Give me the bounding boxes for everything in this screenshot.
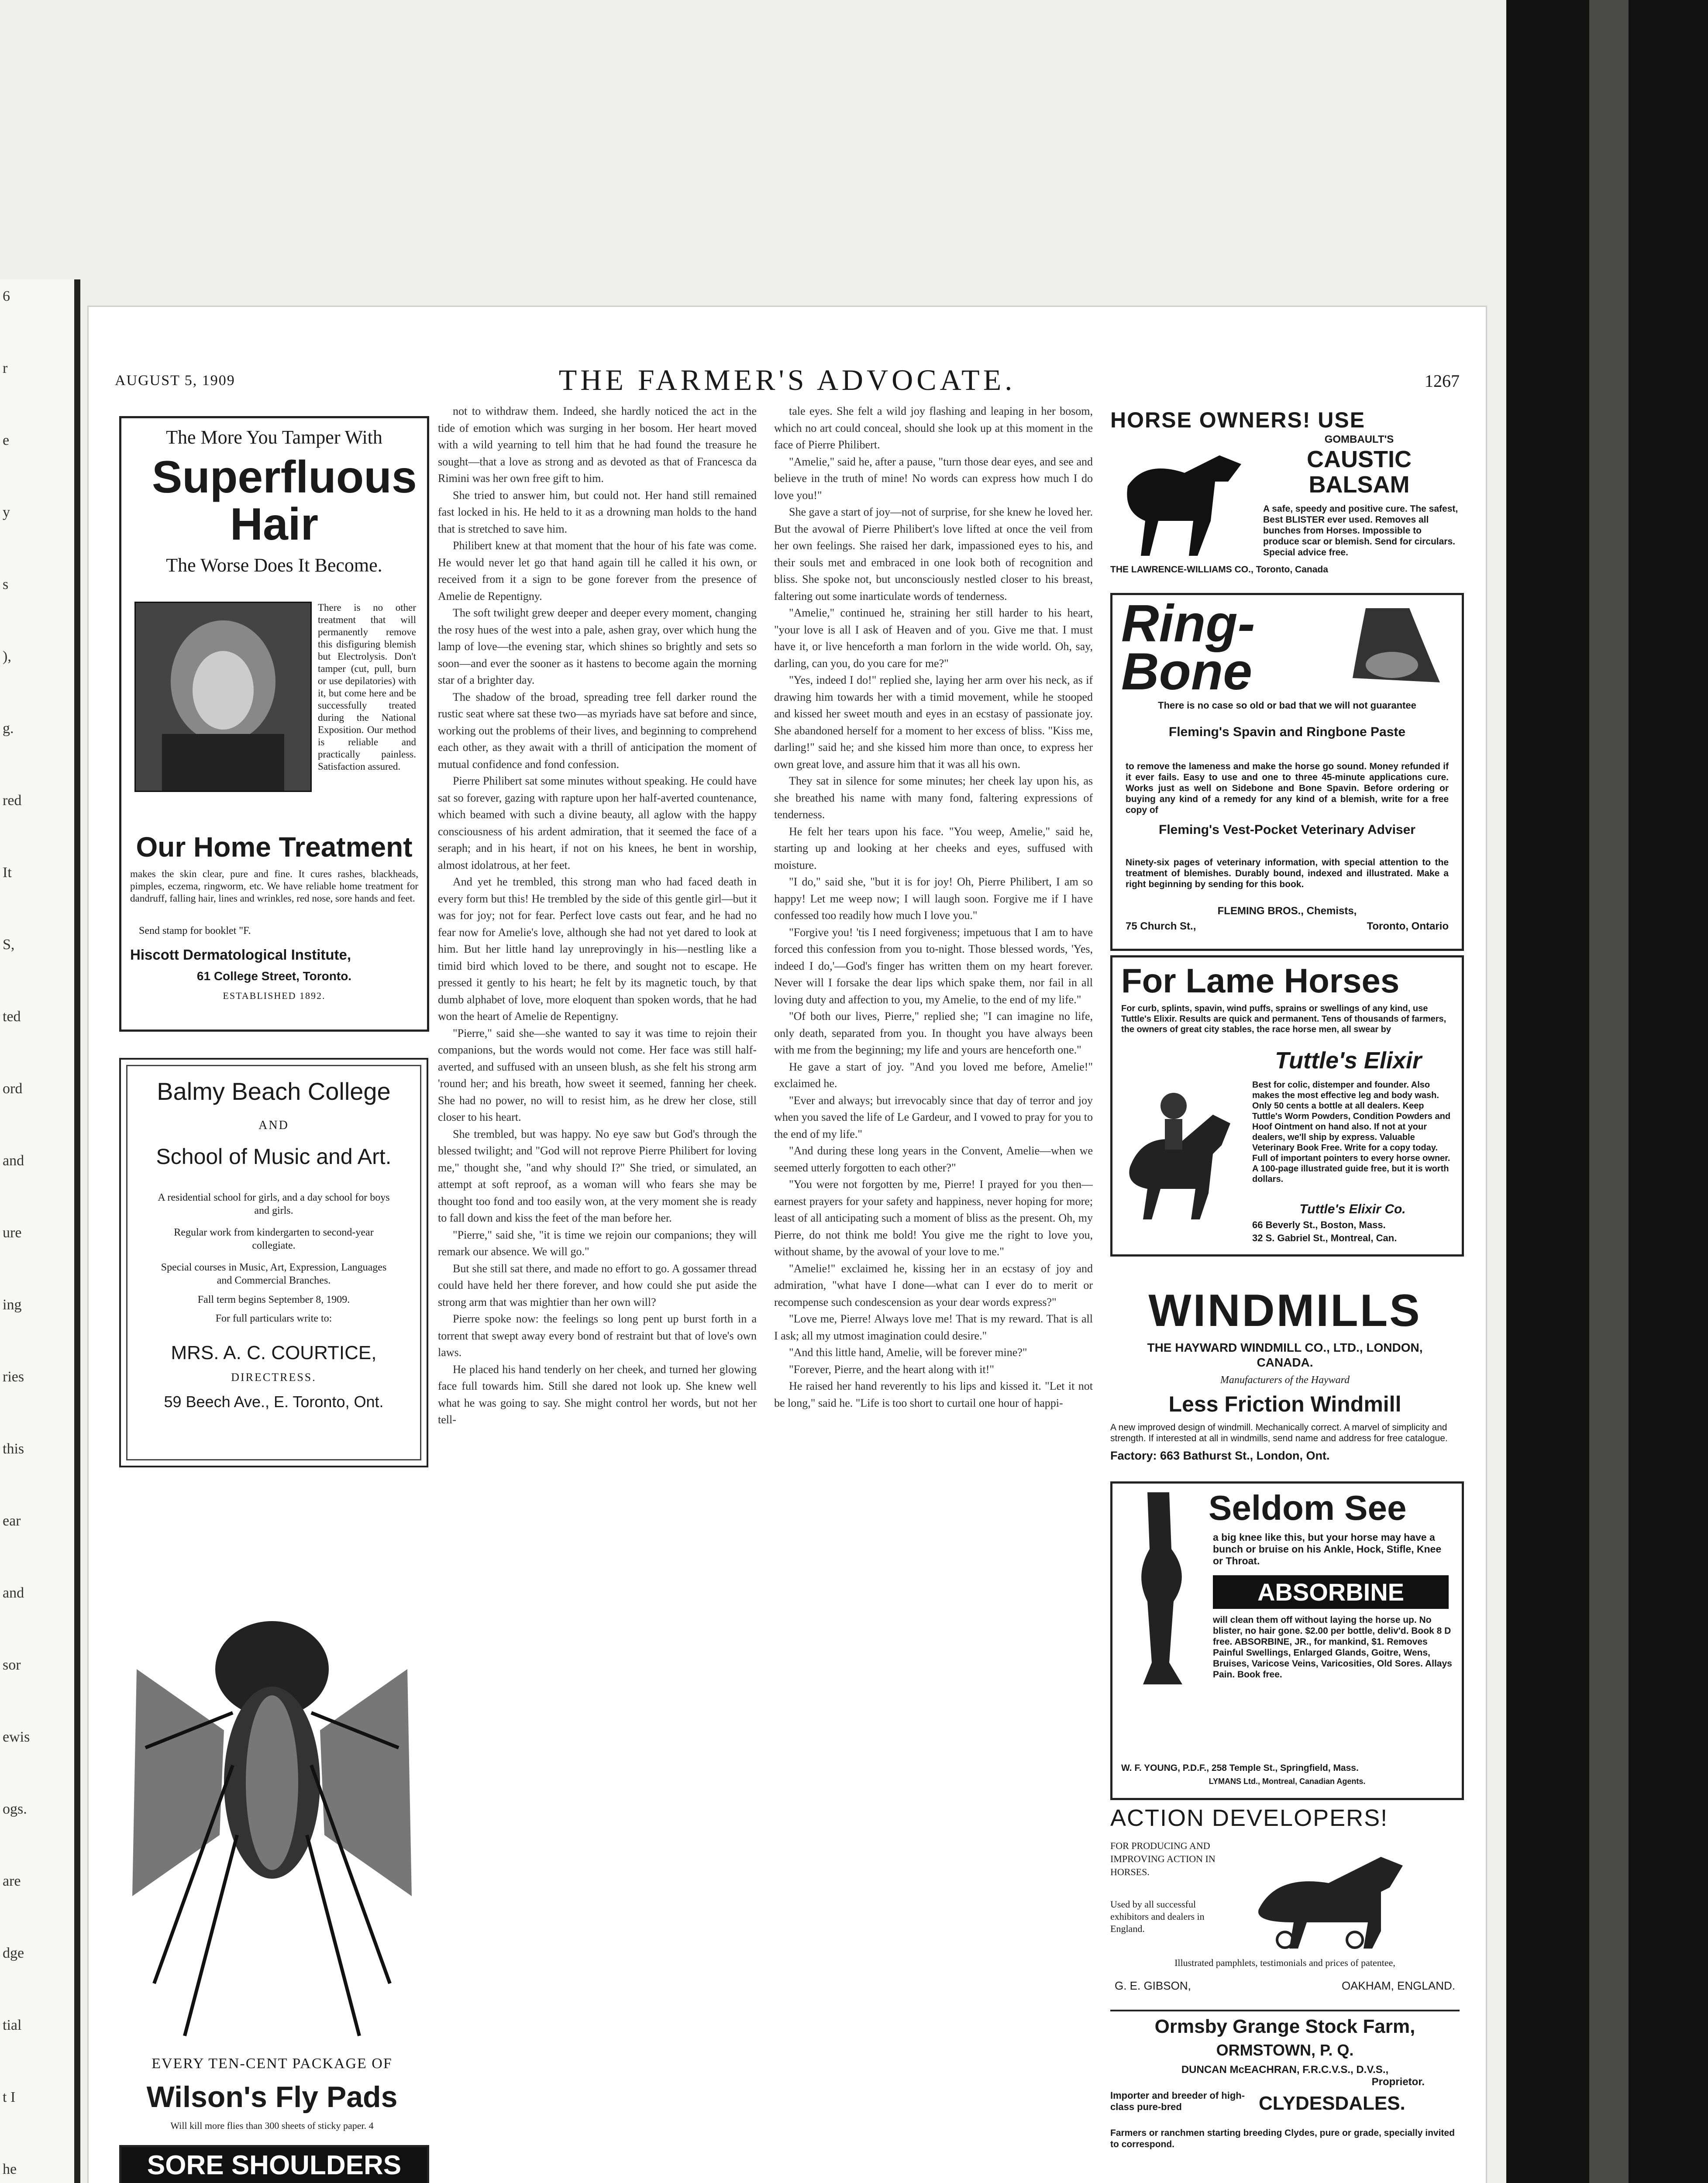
ad-hair-address: 61 College Street, Toronto. — [196, 969, 352, 983]
absorbine-body2: will clean them off without laying the horse up. No blister, no hair gone. $2.00 per bottle, deliv'd. Book 8 D free. ABSORBINE, JR., for mankind, $1. Removes Painful Swellings, Enlarged Glands, Goitre, Wens, Bruises, Varicose Veins, Varicosities, Old Sores. Allays Pain. Book free. — [1213, 1615, 1452, 1680]
housefly-illustration-icon — [119, 1503, 425, 2049]
edge-text-fragment: he — [3, 2161, 17, 2177]
ad-balmy-beach-college — [119, 1058, 428, 1467]
college-address: 59 Beech Ave., E. Toronto, Ont. — [164, 1393, 384, 1411]
newspaper-page — [87, 306, 1487, 2183]
ad-hair-institute: Hiscott Dermatological Institute, — [130, 947, 351, 963]
article-paragraph: "Yes, indeed I do!" replied she, laying her arm over his neck, as if drawing him towards her with a timid movement, while he stooped and kissed her sweet mouth and eyes in an ecstasy of passionate joy. She abandoned herself for a moment to her excess of bliss. "Kiss me, darling!" said he; and she kissed him more than once, to express her own great love, and assure him that it was all his own. — [774, 674, 1093, 771]
hoof-icon — [1340, 599, 1453, 691]
ad-hair-treatment-body: makes the skin clear, pure and fine. It cures rashes, blackheads, pimples, eczema, ringworm, etc. We have reliable home treatment for dandruff, falling hair, lines and wrinkles, red nose, sore hands and feet. — [130, 868, 418, 904]
edge-text-fragment: dge — [3, 1945, 24, 1961]
absorbine-agents: LYMANS Ltd., Montreal, Canadian Agents. — [1209, 1777, 1366, 1786]
windmills-body: A new improved design of windmill. Mechanically correct. A marvel of simplicity and strength. If interested at all in windmills, send name and address for free catalogue. — [1110, 1422, 1448, 1443]
article-paragraph: The shadow of the broad, spreading tree fell darker round the rustic seat where sat these two—as myriads have sat before and since, working out the problems of their lives, and beginning to comprehend each other, as they await with a thrill of anticipation the moment of mutual confidence and fond confession. — [438, 690, 757, 771]
edge-text-fragment: ries — [3, 1369, 24, 1385]
article-paragraph: "Love me, Pierre! Always love me! That is my reward. That is all I ask; all my utmost imagination could desire." — [774, 1312, 1093, 1342]
fly-product: Wilson's Fly Pads — [146, 2080, 398, 2114]
edge-text-fragment: and — [3, 1153, 24, 1169]
ormsby-importer: Importer and breeder of high-class pure-bred — [1110, 2090, 1245, 2112]
edge-text-fragment: this — [3, 1441, 24, 1457]
fly-caption: EVERY TEN-CENT PACKAGE OF — [152, 2056, 393, 2072]
developers-name: G. E. GIBSON, — [1115, 1979, 1191, 1992]
article-paragraph: "I do," said she, "but it is for joy! Oh, Pierre Philibert, I am so happy! Let me weep now; I will laugh soon. Forgive me if I have confessed too readily how much I love you." — [774, 875, 1093, 922]
woman-portrait-icon — [136, 603, 310, 791]
ormsby-breed: CLYDESDALES. — [1259, 2093, 1405, 2114]
edge-text-fragment: ewis — [3, 1729, 30, 1745]
edge-text-fragment: sor — [3, 1657, 21, 1673]
edge-text-fragment: e — [3, 432, 10, 448]
edge-text-fragment: red — [3, 792, 22, 809]
college-inner-border — [126, 1065, 421, 1460]
ad-caustic-balsam — [1110, 407, 1460, 586]
developers-body: Illustrated pamphlets, testimonials and prices of patentee, — [1174, 1957, 1395, 1968]
article-paragraph: She gave a start of joy—not of surprise, for she knew he loved her. But the avowal of Pierre Philibert's love lifted at once the veil from her own feelings. She raised her dark, impassioned eyes to his, and their souls met and embraced in one look both of recognition and bliss. She spoke not, but unconsciously nestled closer to his breast, faltering out some inarticulate words of tenderness. — [774, 506, 1093, 603]
binding-strip — [1589, 0, 1629, 2183]
ringbone-company: FLEMING BROS., Chemists, — [1217, 905, 1357, 917]
article-paragraph: And yet he trembled, this strong man who had faced death in every form but this! He trembled by the side of this gentle girl—but it was for joy; not for fear. Perfect love casts out fear, and he had no fear now for Amelie's love, although she had not yet dared to look at him. But her little hand lay unreprovingly in his—nestling like a timid bird which loved to be there, and sought not to escape. He pressed it gently to his heart; he felt by its magnetic touch, by that dumb alphabet of love, more eloquent than spoken words, that he had won the heart of Amelie de Repentigny. — [438, 875, 757, 1023]
article-paragraph: Pierre Philibert sat some minutes without speaking. He could have sat so forever, gazing with rapture upon her half-averted countenance, which beamed with such a divine beauty, all aglow with the happy consciousness of his ardent admiration, that it seemed the face of a seraph; and in his heart, if not on his knees, he bent in worship, almost idolatrous, at her feet. — [438, 775, 757, 871]
ad-action-developers — [1110, 1804, 1460, 1997]
windmills-makers: Manufacturers of the Hayward — [1220, 1374, 1350, 1386]
adjacent-page-edge — [0, 279, 80, 2183]
ringbone-sub: There is no case so old or bad that we will not guarantee — [1158, 700, 1416, 711]
horse-with-harness-icon — [1241, 1839, 1451, 1953]
tuttle-body: For curb, splints, spavin, wind puffs, sprains or swellings of any kind, use Tuttle's Elixir. Results are quick and permanent. Tens of thousands of farmers, the owners of great city stables, the race horse men, all swear by — [1121, 1004, 1446, 1034]
ormsby-place: ORMSTOWN, P. Q. — [1216, 2041, 1354, 2059]
article-paragraph: He placed his hand tenderly on her cheek, and turned her glowing face full towards him. Still she dared not look up. She knew well what he was going to say. She might control her words, but not her tell- — [438, 1363, 757, 1426]
ringbone-adviser-body: Ninety-six pages of veterinary information, with special attention to the treatment of blemishes. Durably bound, indexed and illustrated. Make a right beginning by sending for this book. — [1126, 857, 1449, 889]
article-paragraph: Pierre spoke now: the feelings so long pent up burst forth in a torrent that swept away every bond of restraint but that of love's own laws. — [438, 1312, 757, 1359]
ringbone-adviser: Fleming's Vest-Pocket Veterinary Adviser — [1159, 823, 1415, 837]
article-paragraph: "You were not forgotten by me, Pierre! I prayed for you then—earnest prayers for your safety and happiness, never hoping for more; least of all anticipating such a moment of bliss as the present. Oh, my Pierre, do not think me bold! You give me the right to love you, without shame, by the avowal of your love to me." — [774, 1178, 1093, 1258]
developers-place: OAKHAM, ENGLAND. — [1341, 1979, 1455, 1992]
article-paragraph: She tried to answer him, but could not. Her hand still remained fast locked in his. He held to it as a drowning man holds to the hand that is stretched to save him. — [438, 489, 757, 535]
ormsby-owner: DUNCAN McEACHRAN, F.R.C.V.S., D.V.S., — [1181, 2064, 1389, 2076]
balsam-company: THE LAWRENCE-WILLIAMS CO., Toronto, Canada — [1110, 565, 1328, 575]
edge-text-fragment: tial — [3, 2017, 22, 2033]
college-role: DIRECTRESS. — [231, 1371, 317, 1384]
article-paragraph: "Of both our lives, Pierre," replied she; "I can imagine no life, only death, separated from you. In thought you have always been with me from the beginning; my life and yours are henceforth one." — [774, 1010, 1093, 1056]
edge-text-fragment: ure — [3, 1225, 22, 1241]
balsam-product: CAUSTIC BALSAM — [1307, 446, 1412, 498]
fly-note: Will kill more flies than 300 sheets of sticky paper. 4 — [170, 2120, 374, 2131]
college-p4: Fall term begins September 8, 1909. — [197, 1294, 350, 1305]
tuttle-company: Tuttle's Elixir Co. — [1299, 1202, 1406, 1216]
article-paragraph: "Amelie!" exclaimed he, kissing her in an ecstasy of joy and admiration, "what have I done—what can I ever do to merit or recompense such condescension as your dear words express?" — [774, 1262, 1093, 1308]
tuttle-headline: For Lame Horses — [1121, 961, 1400, 1000]
edge-text-fragment: ear — [3, 1513, 21, 1529]
horse-silhouette-icon — [1110, 434, 1254, 565]
edge-text-fragment: r — [3, 360, 8, 376]
developers-headline: ACTION DEVELOPERS! — [1110, 1805, 1388, 1831]
ad-hair-headline: Superfluous Hair — [152, 452, 417, 550]
ad-wilson-fly-pads — [119, 1503, 425, 2167]
ad-tuttles-elixir — [1110, 955, 1464, 1257]
college-name: Balmy Beach College — [157, 1078, 391, 1105]
developers-left2: Used by all successful exhibitors and dealers in England. — [1110, 1899, 1205, 1934]
edge-text-fragment: S, — [3, 937, 15, 953]
windmills-headline: WINDMILLS — [1148, 1285, 1422, 1336]
college-p1: A residential school for girls, and a day school for boys and girls. — [158, 1192, 390, 1216]
ad-ringbone — [1110, 593, 1464, 951]
balsam-headline: HORSE OWNERS! USE — [1110, 408, 1366, 432]
article-paragraph: "And during these long years in the Convent, Amelie—when we seemed utterly forgotten to each other?" — [774, 1144, 1093, 1174]
edge-text-fragment: ord — [3, 1081, 23, 1097]
article-paragraph: He raised her hand reverently to his lips and kissed it. "Let it not be long," said he. "Life is too short to curtail one hour of happi- — [774, 1380, 1093, 1409]
windmills-company: THE HAYWARD WINDMILL CO., LTD., LONDON, CANADA. — [1147, 1341, 1423, 1369]
article-paragraph: She trembled, but was happy. No eye saw but God's through the blessed twilight; and "God will not reprove Pierre Philibert for loving me," thought she, "and why should I?" She tried, or simulated, an attempt at soft reproof, as a woman will who fears she may be thought too fond and too easily won, at the very moment she is ready to fall down and kiss the feet of the man before her. — [438, 1127, 757, 1224]
article-paragraph: Philibert knew at that moment that the hour of his fate was come. He would never let go that hand again till he called it his own, or received from it a sign to be gone forever from the presence of Amelie de Repentigny. — [438, 539, 757, 603]
article-paragraph: tale eyes. She felt a wild joy flashing and leaping in her bosom, which no art could conceal, should she look up at this moment in the face of Pierre Philibert. — [774, 405, 1093, 451]
edge-text-fragment: s — [3, 576, 9, 592]
windmills-product: Less Friction Windmill — [1168, 1392, 1402, 1416]
article-paragraph: "Pierre," said she—she wanted to say it was time to rejoin their companions, but the words would not come. Her face was still half-averted, and suffused with an unseen blush, as she felt his strong arm 'round her; and his breath, how sweet it seemed, fanning her cheek. She had no power, no will to resist him, as he drew her close, still closer to his heart. — [438, 1026, 757, 1123]
windmills-factory: Factory: 663 Bathurst St., London, Ont. — [1110, 1449, 1330, 1462]
ad-sore-shoulders — [119, 2145, 429, 2183]
ad-hair-sub: The Worse Does It Become. — [166, 554, 382, 576]
ringbone-headline: Ring-Bone — [1121, 594, 1255, 701]
edge-text-fragment: and — [3, 1585, 24, 1601]
developers-left1: FOR PRODUCING AND IMPROVING ACTION IN HORSES. — [1110, 1840, 1216, 1877]
balsam-body: A safe, speedy and positive cure. The safest, Best BLISTER ever used. Removes all bunches from Horses. Impossible to produce scar or blemish. Send for circulars. Special advice free. — [1263, 504, 1458, 558]
absorbine-company: W. F. YOUNG, P.D.F., 258 Temple St., Springfield, Mass. — [1121, 1763, 1359, 1773]
article-paragraph: "Amelie," continued he, straining her still harder to his heart, "your love is all I ask of Heaven and of you. Give me that. I must have it, or live henceforth a man forlorn in the wide world. Oh, say, darling, can you, do you care for me?" — [774, 606, 1093, 670]
article-paragraph: They sat in silence for some minutes; her cheek lay upon his, as she breathed his name with many fond, faltering expressions of tenderness. — [774, 775, 1093, 821]
article-paragraph: But she still sat there, and made no effort to go. A gossamer thread could have held her there forever, and how could she put aside the strong arm that was mightier than her own will? — [438, 1262, 757, 1308]
article-paragraph: "And this little hand, Amelie, will be forever mine?" — [789, 1346, 1027, 1359]
article-paragraph: The soft twilight grew deeper and deeper every moment, changing the rosy hues of the west into a pale, ashen gray, over which hung the lamp of love—the evening star, which shines so brightly and sets so soon—and ever the sooner as it hastens to become again the morning star of a brighter day. — [438, 606, 757, 686]
absorbine-body1: a big knee like this, but your horse may have a bunch or bruise on his Ankle, Hock, Stifle, Knee or Throat. — [1213, 1532, 1442, 1567]
college-school: School of Music and Art. — [156, 1144, 392, 1169]
article-column-2 — [774, 403, 1093, 2183]
swollen-knee-leg-icon — [1117, 1488, 1204, 1693]
ringbone-address-right: Toronto, Ontario — [1367, 920, 1449, 932]
balsam-maker: GOMBAULT'S — [1324, 434, 1394, 445]
page-header — [115, 359, 1460, 399]
ringbone-address-left: 75 Church St., — [1126, 920, 1196, 932]
college-p2: Regular work from kindergarten to second-year collegiate. — [174, 1227, 374, 1251]
article-paragraph: "Pierre," said she, "it is time we rejoin our companions; they will remark our absence. We will go." — [438, 1228, 757, 1258]
ormsby-body: Farmers or ranchmen starting breeding Clydes, pure or grade, specially invited to correspond. — [1110, 2128, 1455, 2149]
edge-text-fragment: t I — [3, 2089, 16, 2105]
ad-hair-treatment: Our Home Treatment — [136, 831, 413, 863]
edge-text-fragment: ing — [3, 1297, 22, 1313]
ormsby-title: Proprietor. — [1371, 2076, 1425, 2088]
ad-superfluous-hair — [119, 416, 429, 1032]
absorbine-product: ABSORBINE — [1213, 1575, 1449, 1609]
tuttle-addr1: 66 Beverly St., Boston, Mass. — [1252, 1219, 1386, 1230]
article-column-1 — [438, 403, 757, 2183]
article-paragraph: "Forgive you! 'tis I need forgiveness; impetuous that I am to have forced this confession from you to-night. Those blessed words, 'Yes, indeed I do,'—God's finger has written them on my heart forever. Never will I forsake the dear lips which spake them, nor fail in all loving duty and affection to you, my Amelie, to the end of my life." — [774, 926, 1093, 1006]
masthead-title: THE FARMER'S ADVOCATE. — [558, 363, 1016, 396]
edge-text-fragment: ogs. — [3, 1801, 27, 1817]
edge-text-fragment: g. — [3, 720, 14, 737]
ad-ormsby-grange — [1110, 2010, 1460, 2183]
college-p5: For full particulars write to: — [215, 1313, 332, 1324]
ormsby-headline: Ormsby Grange Stock Farm, — [1154, 2016, 1415, 2037]
edge-text-fragment: 6 — [3, 288, 10, 304]
shoulders-headline: SORE SHOULDERS — [121, 2147, 427, 2183]
edge-text-fragment: y — [3, 504, 10, 520]
horse-and-rider-icon — [1117, 1080, 1248, 1224]
ad-hair-body: There is no other treatment that will permanently remove this disfiguring blemish but Electrolysis. Don't tamper (cut, pull, burn or use depilatories) with it, but come here and be successfully treated during the National Exposition. Our method is reliable and practically painless. Satisfaction assured. — [318, 602, 416, 772]
page-number: 1267 — [1425, 371, 1460, 391]
ad-hair-top: The More You Tamper With — [166, 427, 382, 448]
issue-date: AUGUST 5, 1909 — [115, 372, 235, 389]
ad-hair-established: ESTABLISHED 1892. — [223, 990, 326, 1001]
edge-text-fragment: ted — [3, 1009, 21, 1025]
article-paragraph: not to withdraw them. Indeed, she hardly noticed the act in the tide of emotion which was surging in her bosom. Her heart moved with a wild yearning to tell him that he had found the treasure he sought—that a love as strong and as devoted as that of Francesca da Rimini was her own free gift to him. — [438, 405, 757, 485]
college-contact: MRS. A. C. COURTICE, — [171, 1342, 377, 1364]
portrait-illustration — [134, 602, 312, 792]
ringbone-body: to remove the lameness and make the horse go sound. Money refunded if it ever fails. Easy to use and one to three 45-minute applications cure. Works just as well on Sidebone and Bone Spavin. Before ordering or buying any kind of a remedy for any kind of a blemish, write for a free copy of — [1126, 761, 1449, 815]
article-paragraph: He gave a start of joy. "And you loved me before, Amelie!" exclaimed he. — [774, 1060, 1093, 1090]
ad-windmills — [1110, 1285, 1460, 1460]
ad-absorbine — [1110, 1481, 1464, 1800]
ad-hair-stamp: Send stamp for booklet "F. — [139, 925, 251, 937]
edge-text-fragment: It — [3, 864, 12, 881]
college-p3: Special courses in Music, Art, Expression, Languages and Commercial Branches. — [161, 1262, 387, 1286]
edge-text-fragment: are — [3, 1873, 21, 1889]
article-paragraph: "Amelie," said he, after a pause, "turn those dear eyes, and see and believe in the truth of mine! No words can express how much I do love you!" — [774, 455, 1093, 502]
ringbone-product: Fleming's Spavin and Ringbone Paste — [1168, 725, 1406, 739]
college-and: AND — [258, 1119, 289, 1132]
article-paragraph: He felt her tears upon his face. "You weep, Amelie," said he, starting up and looking at her cheeks and eyes, suffused with moisture. — [774, 825, 1093, 871]
edge-text-fragment: ), — [3, 648, 11, 665]
tuttle-product: Tuttle's Elixir — [1275, 1047, 1422, 1074]
tuttle-addr2: 32 S. Gabriel St., Montreal, Can. — [1252, 1233, 1397, 1243]
absorbine-headline: Seldom See — [1209, 1488, 1407, 1527]
tuttle-body2: Best for colic, distemper and founder. Also makes the most effective leg and body wash. Only 50 cents a bottle at all dealers. Keep Tuttle's Worm Powders, Condition Powders and Hoof Ointment on hand also. If not at your dealers, we'll ship by express. Valuable Veterinary Book Free. Write for a copy today. Full of important pointers to every horse owner. A 100-page illustrated guide free, but it is worth dollars. — [1252, 1080, 1451, 1184]
article-paragraph: "Forever, Pierre, and the heart along with it!" — [789, 1363, 994, 1376]
article-paragraph: "Ever and always; but irrevocably since that day of terror and joy when you saved the life of Le Gardeur, and I vowed to pray for you to the end of my life." — [774, 1094, 1093, 1140]
